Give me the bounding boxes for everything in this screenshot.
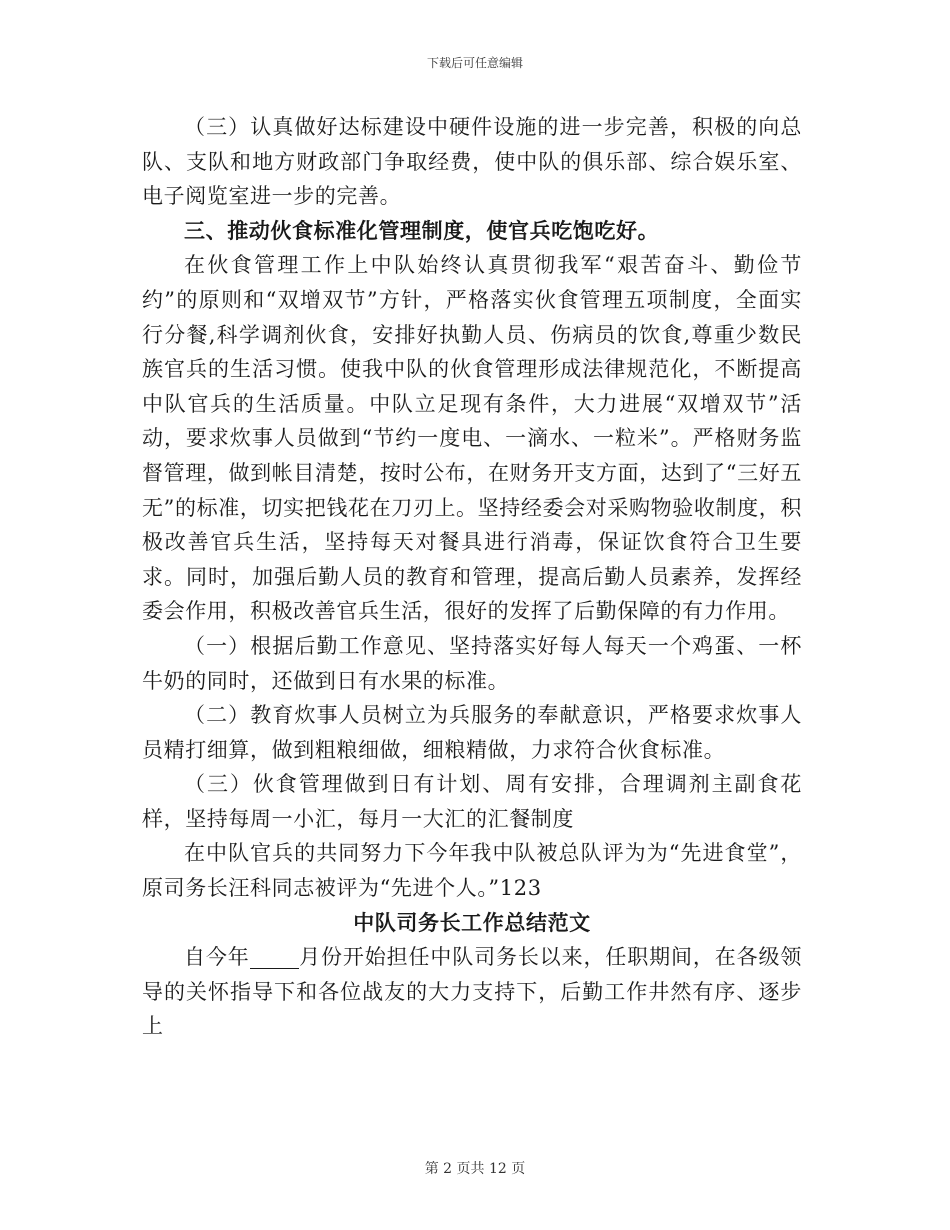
paragraph-item-three: （三）伙食管理做到日有计划、周有安排，合理调剂主副食花样，坚持每周一小汇，每月一大汇的汇餐制度 bbox=[142, 772, 802, 831]
section-title: 中队司务长工作总结范文 bbox=[353, 909, 591, 935]
intro-text-before: 自今年 bbox=[184, 945, 250, 970]
page-number: 第 2 页共 12 页 bbox=[424, 1161, 526, 1177]
paragraph-item-one: （一）根据后勤工作意见、坚持落实好每人每天一个鸡蛋、一杯牛奶的同时，还做到日有水果的标准。 bbox=[142, 633, 802, 693]
paragraph-food-management: 在伙食管理工作上中队始终认真贯彻我军“艰苦奋斗、勤俭节约”的原则和“双增双节”方针，严格落实伙食管理五项制度，全面实行分餐,科学调剂伙食，安排好执勤人员、伤病员的饮食,尊重少数民族官兵的生活习惯。使我中队的伙食管理形成法律规范化，不断提高中队官兵的生活质量。中队立足现有条件，大力进展“双增双节”活动，要求炊事人员做到“节约一度电、一滴水、一粒米”。严格财务监督管理，做到帐目清楚，按时公布，在财务开支方面，达到了“三好五无”的标准，切实把钱花在刀刃上。坚持经委会对采购物验收制度，积极改善官兵生活，坚持每天对餐具进行消毒，保证饮食符合卫生要求。同时，加强后勤人员的教育和管理，提高后勤人员素养，发挥经委会作用，积极改善官兵生活，很好的发挥了后勤保障的有力作用。 bbox=[142, 253, 802, 624]
document-body bbox=[142, 110, 802, 1044]
paragraph-intro bbox=[142, 940, 802, 1044]
header-note: 下载后可任意编辑 bbox=[426, 56, 523, 70]
paragraph-item-two: （二）教育炊事人员树立为兵服务的奉献意识，严格要求炊事人员精打细算，做到粗粮细做，细粮精做，力求符合伙食标准。 bbox=[142, 703, 802, 762]
paragraph-hardware: （三）认真做好达标建设中硬件设施的进一步完善，积极的向总队、支队和地方财政部门争取经费，使中队的俱乐部、综合娱乐室、电子阅览室进一步的完善。 bbox=[142, 115, 802, 209]
blank-underline bbox=[250, 947, 299, 969]
intro-text-after: 月份开始担任中队司务长以来，任职期间，在各级领导的关怀指导下和各位战友的大力支持下，后勤工作井然有序、逐步上 bbox=[142, 945, 802, 1039]
heading-section-three: 三、推动伙食标准化管理制度，使官兵吃饱吃好。 bbox=[184, 217, 660, 243]
paragraph-honors: 在中队官兵的共同努力下今年我中队被总队评为为“先进食堂”，原司务长汪科同志被评为“先进个人。”123 bbox=[142, 841, 802, 901]
